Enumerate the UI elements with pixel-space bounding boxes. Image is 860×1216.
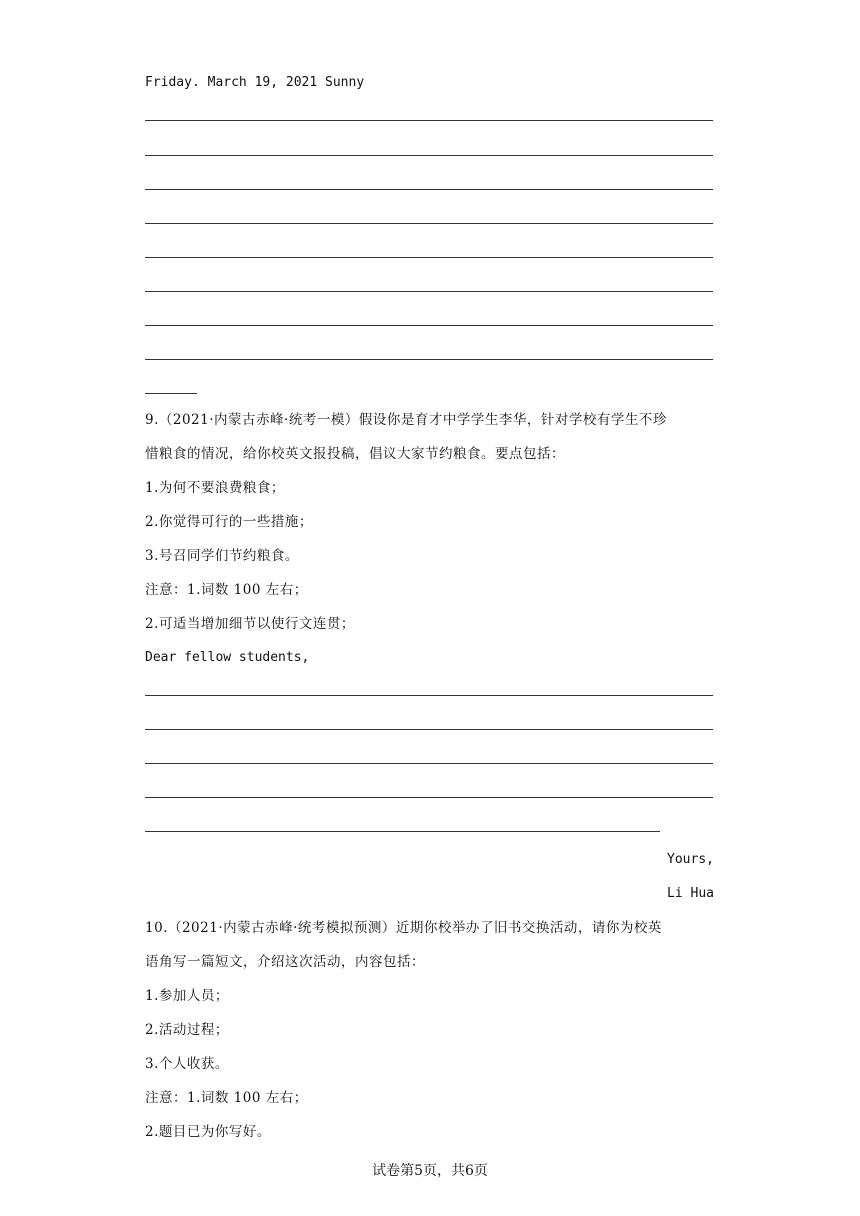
q10-prompt-line-2: 语角写一篇短文，介绍这次活动，内容包括： — [145, 954, 425, 970]
q9-point-3: 3.号召同学们节约粮食。 — [145, 548, 299, 564]
answer-line — [145, 291, 713, 292]
answer-line-short — [145, 393, 197, 394]
q9-salutation: Dear fellow students, — [145, 650, 310, 665]
q10-prompt-line-1: 10.（2021·内蒙古赤峰·统考模拟预测）近期你校举办了旧书交换活动，请你为校英 — [145, 920, 662, 936]
answer-line — [145, 797, 713, 798]
answer-line — [145, 189, 713, 190]
answer-line — [145, 257, 713, 258]
q9-prompt-line-2: 惜粮食的情况，给你校英文报投稿，倡议大家节约粮食。要点包括： — [145, 446, 565, 462]
answer-line — [145, 223, 713, 224]
answer-line — [145, 695, 713, 696]
q9-prompt-line-1: 9.（2021·内蒙古赤峰·统考一模）假设你是育才中学学生李华，针对学校有学生不珍 — [145, 412, 667, 428]
q9-point-2: 2.你觉得可行的一些措施； — [145, 514, 313, 530]
q9-note-2: 2.可适当增加细节以使行文连贯； — [145, 616, 355, 632]
answer-line — [145, 155, 713, 156]
answer-line — [145, 325, 713, 326]
q10-point-3: 3.个人收获。 — [145, 1056, 229, 1072]
q10-note-2: 2.题目已为你写好。 — [145, 1124, 271, 1140]
answer-line — [145, 763, 713, 764]
answer-line — [145, 831, 660, 832]
q9-point-1: 1.为何不要浪费粮食； — [145, 480, 285, 496]
answer-line — [145, 120, 713, 121]
q9-note-1: 注意：1.词数 100 左右； — [145, 582, 308, 598]
q9-closing: Yours, — [667, 852, 714, 867]
q10-note-1: 注意：1.词数 100 左右； — [145, 1090, 308, 1106]
q9-signature: Li Hua — [667, 886, 714, 901]
diary-date-line: Friday. March 19, 2021 Sunny — [145, 75, 365, 90]
answer-line — [145, 729, 713, 730]
page-footer: 试卷第5页，共6页 — [372, 1163, 488, 1179]
q10-point-1: 1.参加人员； — [145, 988, 229, 1004]
q10-point-2: 2.活动过程； — [145, 1022, 229, 1038]
answer-line — [145, 359, 713, 360]
